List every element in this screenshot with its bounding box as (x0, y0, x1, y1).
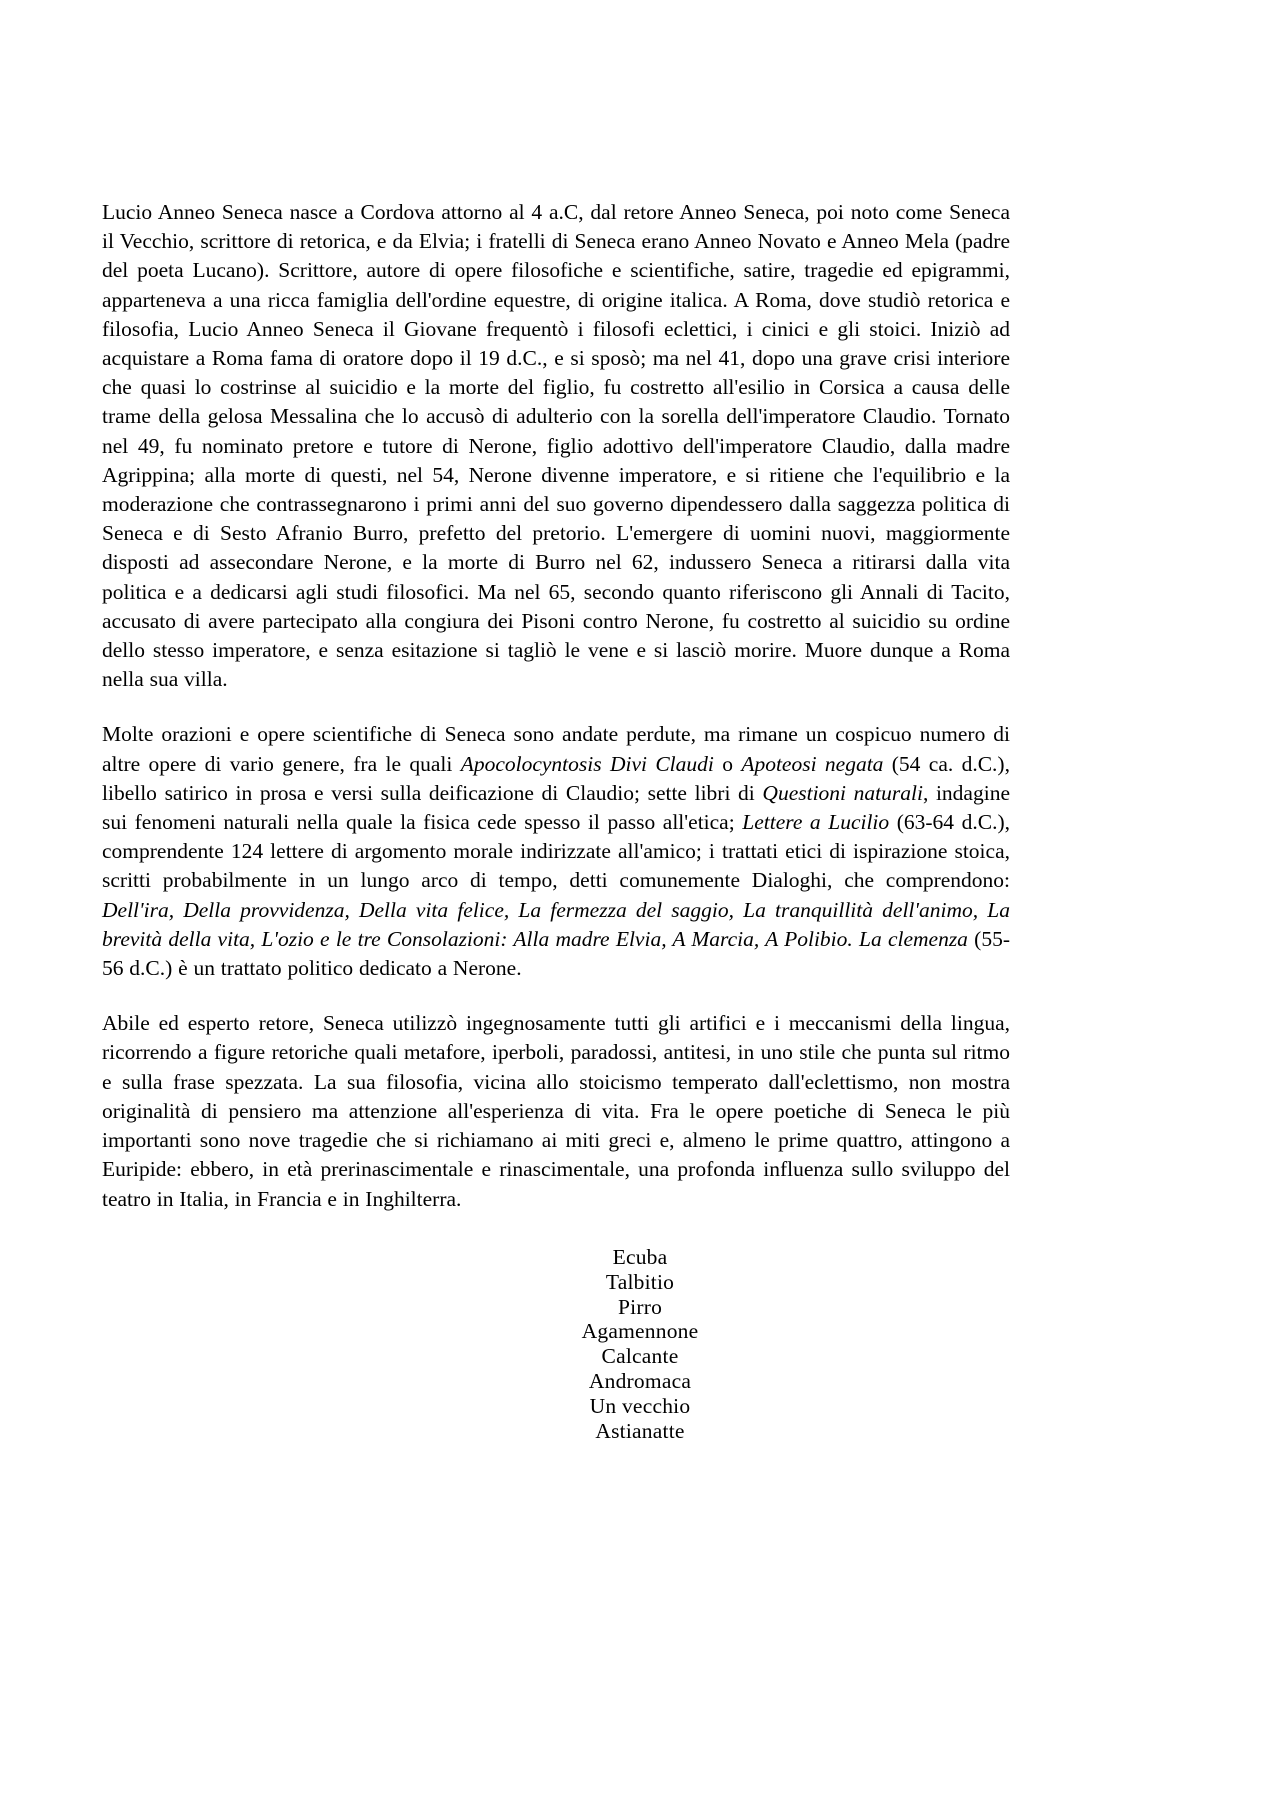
character-list-item: Andromaca (588, 1368, 692, 1393)
paragraph-biography (102, 198, 1010, 694)
work-title: Apocolocyntosis Divi Claudi (460, 751, 714, 776)
character-list-item: Ecuba (612, 1245, 668, 1269)
text-run: o (713, 751, 742, 776)
text-run: (63-64 d.C.), comprendente 124 lettere di argomento morale indirizzate all'amico; i trattati etici di ispirazione stoica, scritti probabilmente in un lungo arco di tempo, detti comunemente Dialoghi, che comprendono: (102, 810, 1010, 893)
work-title: Lettere a Lucilio (742, 810, 890, 835)
paragraph-works (102, 720, 1010, 983)
work-title: Apoteosi negata (741, 751, 884, 776)
work-title: Questioni naturali (762, 780, 923, 805)
character-list (0, 1245, 1280, 1443)
document-body (102, 198, 1010, 1214)
character-list-item: Astianatte (595, 1418, 685, 1443)
text-run: (55-56 d.C.) è un trattato politico dedicato a Nerone. (102, 926, 1010, 981)
character-list-item: Agamennone (581, 1319, 699, 1344)
text-run: Lucio Anneo Seneca nasce a Cordova attorno al 4 a.C, dal retore Anneo Seneca, poi noto come Seneca il Vecchio, scrittore di retorica, e da Elvia; i fratelli di Seneca erano Anneo Novato e Anneo Mela (padre del poeta Lucano). Scrittore, autore di opere filosofiche e scientifiche, satire, tragedie ed epigrammi, apparteneva a una ricca famiglia dell'ordine equestre, di origine italica. A Roma, dove studiò retorica e filosofia, Lucio Anneo Seneca il Giovane frequentò i filosofi eclettici, i cinici e gli stoici. Iniziò ad acquistare a Roma fama di oratore dopo il 19 d.C., e si sposò; ma nel 41, dopo una grave crisi interiore che quasi lo costrinse al suicidio e la morte del figlio, fu costretto all'esilio in Corsica a causa delle trame della gelosa Messalina che lo accusò di adulterio con la sorella dell'imperatore Claudio. Tornato nel 49, fu nominato pretore e tutore di Nerone, figlio adottivo dell'imperatore Claudio, dalla madre Agrippina; alla morte di questi, nel 54, Nerone divenne imperatore, e si ritiene che l'equilibrio e la moderazione che contrassegnarono i primi anni del suo governo dipendessero dalla saggezza politica di Seneca e di Sesto Afranio Burro, prefetto del pretorio. L'emergere di uomini nuovi, maggiormente disposti ad assecondare Nerone, e la morte di Burro nel 62, indussero Seneca a ritirarsi dalla vita politica e a dedicarsi agli studi filosofici. Ma nel 65, secondo quanto riferiscono gli Annali di Tacito, accusato di avere partecipato alla congiura dei Pisoni contro Nerone, fu costretto al suicidio su ordine dello stesso imperatore, e senza esitazione si tagliò le vene e si lasciò morire. Muore dunque a Roma nella sua villa. (102, 200, 1010, 692)
character-list-item: Pirro (617, 1294, 663, 1319)
text-run: Abile ed esperto retore, Seneca utilizzò ingegnosamente tutti gli artifici e i meccanismi della lingua, ricorrendo a figure retoriche quali metafore, iperboli, paradossi, antitesi, in uno stile che punta sul ritmo e sulla frase spezzata. La sua filosofia, vicina allo stoicismo temperato dall'eclettismo, non mostra originalità di pensiero ma attenzione all'esperienza di vita. Fra le opere poetiche di Seneca le più importanti sono nove tragedie che si richiamano ai miti greci e, almeno le prime quattro, attingono a Euripide: ebbero, in età prerinascimentale e rinascimentale, una profonda influenza sullo sviluppo del teatro in Italia, in Francia e in Inghilterra. (102, 1011, 1010, 1211)
text-run: (54 ca. d.C.), libello satirico in prosa e versi sulla deificazione di Claudio; sette libri di (102, 751, 1010, 805)
character-list-item: Calcante (601, 1344, 679, 1369)
text-run: Molte orazioni e opere scientifiche di Seneca sono andate perdute, ma rimane un cospicuo numero di altre opere di vario genere, fra le quali (102, 722, 1010, 776)
character-list-item: Un vecchio (589, 1393, 691, 1418)
work-title: Dell'ira, Della provvidenza, Della vita felice, La fermezza del saggio, La tranquillità dell'animo, La brevità della vita, L'ozio e le tre Consolazioni: Alla madre Elvia, A Marcia, A Polibio. La clemenza (102, 897, 1010, 951)
character-list-item: Talbitio (605, 1269, 675, 1294)
paragraph-style-and-influence (102, 1009, 1010, 1213)
text-run: , indagine sui fenomeni naturali nella quale la fisica cede spesso il passo all'etica; (102, 780, 1010, 835)
